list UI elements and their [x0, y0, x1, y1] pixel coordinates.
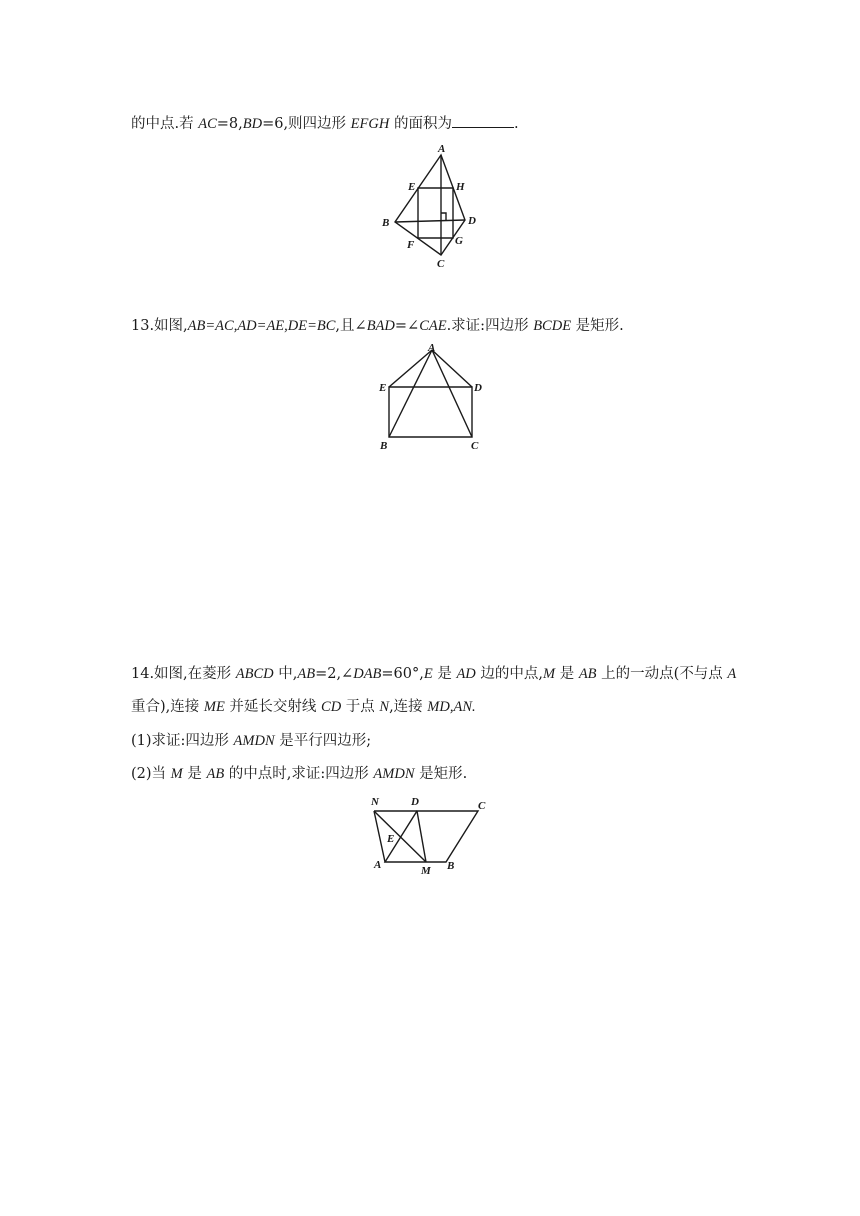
- q14-part1: [131, 731, 371, 751]
- q14-mdan: MD,AN.: [427, 699, 476, 715]
- segment-ae: [389, 350, 432, 387]
- q12-text-d: 的面积为: [389, 116, 452, 132]
- label-e: E: [387, 833, 395, 845]
- q14-ab3: AB: [206, 766, 225, 782]
- rhombus-abcd: [385, 811, 478, 862]
- label-n: N: [371, 796, 379, 808]
- q12-figure: [375, 140, 485, 270]
- q14-l1-h: 上的一动点(不与点: [596, 666, 728, 682]
- q14-l2-a: 重合),连接: [131, 699, 204, 715]
- q14-m: M: [543, 666, 556, 682]
- segment-ac: [432, 350, 472, 437]
- label-b: B: [382, 217, 390, 229]
- label-e: E: [379, 382, 387, 394]
- label-d: D: [468, 215, 476, 227]
- q13-bcde: BCDE: [533, 318, 572, 334]
- q13-eq1: AB=AC,AD=AE,DE=BC: [187, 318, 336, 334]
- q14-p2-c: 的中点时,求证:四边形: [224, 766, 374, 782]
- q14-p1-a: (1)求证:四边形: [131, 733, 234, 749]
- q14-l1-g: 是: [555, 666, 579, 682]
- q14-l2-b: 并延长交射线: [224, 699, 322, 715]
- q14-amdn2: AMDN: [373, 766, 415, 782]
- label-c: C: [478, 800, 486, 812]
- q13-text-a: 13.如图,: [131, 318, 188, 334]
- q14-l1-c: =2,∠: [315, 666, 354, 682]
- q14-l1-d: =60°,: [381, 666, 424, 682]
- segment-ad: [432, 350, 472, 387]
- q14-amdn: AMDN: [233, 733, 275, 749]
- label-g: G: [455, 235, 463, 247]
- q13-figure: [370, 340, 495, 455]
- right-angle-mark: [441, 213, 446, 220]
- q13-bad: BAD: [366, 318, 395, 334]
- segment-na: [374, 811, 385, 862]
- q14-cd: CD: [321, 699, 342, 715]
- q13-cae: CAE: [419, 318, 447, 334]
- q14-a: A: [727, 666, 737, 682]
- label-a: A: [438, 143, 446, 155]
- label-m: M: [421, 865, 431, 877]
- q14-abcd: ABCD: [235, 666, 274, 682]
- q14-p2-d: 是矩形.: [414, 766, 468, 782]
- label-d: D: [411, 796, 419, 808]
- q14-l1-b: 中,: [273, 666, 298, 682]
- label-a: A: [374, 859, 382, 871]
- q14-ab: AB: [297, 666, 316, 682]
- q12-text-b: =8,: [216, 116, 243, 132]
- q13-text-b: ,且∠: [335, 318, 367, 334]
- q14-m2: M: [170, 766, 183, 782]
- label-a: A: [428, 342, 436, 354]
- q14-l2-c: 于点: [341, 699, 380, 715]
- label-b: B: [447, 860, 455, 872]
- q14-line1: [131, 664, 736, 684]
- rect-efgh: [418, 188, 453, 238]
- q14-p2-a: (2)当: [131, 766, 171, 782]
- q14-n: N: [379, 699, 390, 715]
- q14-l2-d: ,连接: [389, 699, 428, 715]
- label-d: D: [474, 382, 482, 394]
- q13-text-d: .求证:四边形: [446, 318, 534, 334]
- label-f: F: [407, 239, 415, 251]
- answer-blank: [452, 113, 514, 128]
- q13-text: [131, 316, 624, 336]
- q12-efgh: EFGH: [350, 116, 390, 132]
- q13-text-c: =∠: [394, 318, 420, 334]
- label-c: C: [437, 258, 445, 270]
- q14-ab2: AB: [578, 666, 597, 682]
- q12-bd: BD: [242, 116, 263, 132]
- q14-l1-a: 14.如图,在菱形: [131, 666, 236, 682]
- label-h: H: [456, 181, 465, 193]
- q12-ac: AC: [198, 116, 217, 132]
- q14-figure: [365, 792, 495, 882]
- q14-p2-b: 是: [182, 766, 207, 782]
- diagonal-bd: [395, 220, 465, 222]
- q13-text-e: 是矩形.: [571, 318, 624, 334]
- label-c: C: [471, 440, 479, 452]
- q14-l1-f: 边的中点,: [475, 666, 544, 682]
- q14-e: E: [423, 666, 433, 682]
- label-b: B: [380, 440, 388, 452]
- q12-text: [131, 113, 519, 134]
- q14-line2: [131, 697, 476, 717]
- q12-text-e: .: [513, 116, 519, 132]
- q14-l1-e: 是: [432, 666, 457, 682]
- q14-part2: [131, 764, 467, 784]
- q14-me: ME: [203, 699, 225, 715]
- q14-dab: DAB: [353, 666, 382, 682]
- q14-p1-b: 是平行四边形;: [274, 733, 372, 749]
- q12-text-c: =6,则四边形: [262, 116, 351, 132]
- segment-ab: [389, 350, 432, 437]
- label-e: E: [408, 181, 416, 193]
- q14-ad: AD: [456, 666, 476, 682]
- q12-text-a: 的中点.若: [131, 116, 199, 132]
